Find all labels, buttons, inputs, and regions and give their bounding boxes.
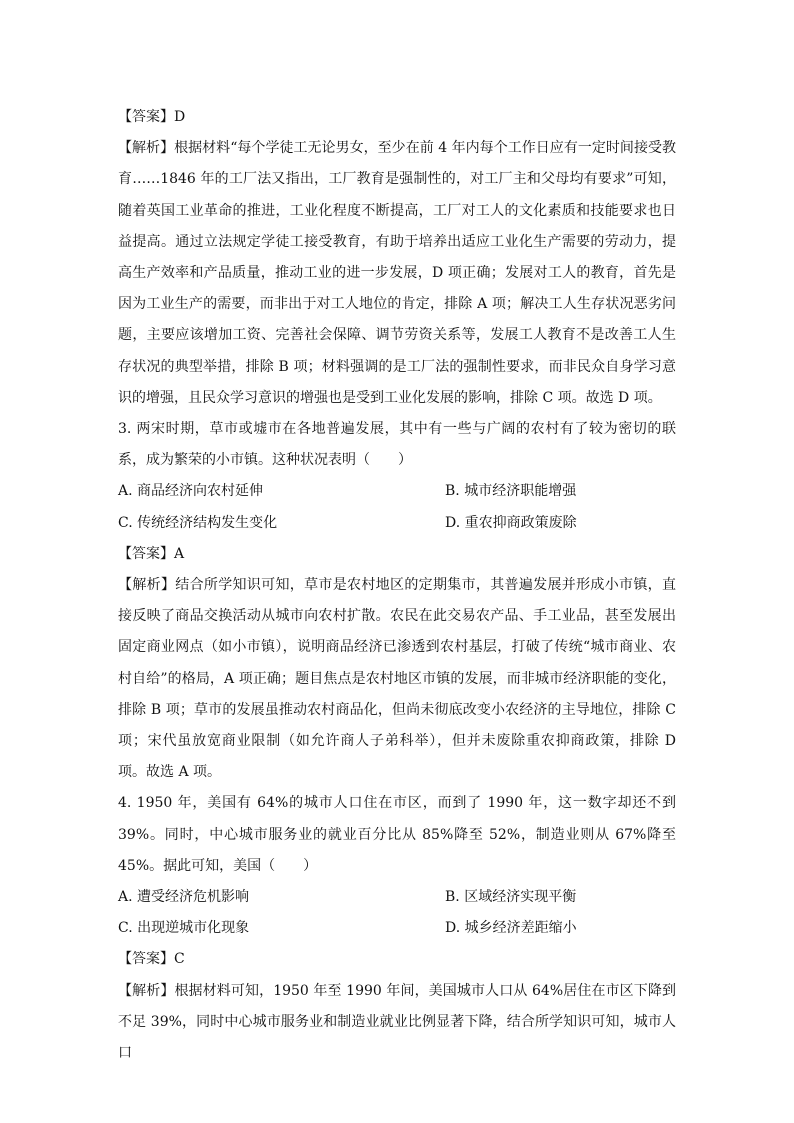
option-c: C. 传统经济结构发生变化: [118, 514, 278, 531]
explanation-tag: 【解析】: [118, 982, 175, 999]
document-body: [118, 102, 676, 1069]
option-a: A. 商品经济向农村延伸: [118, 483, 264, 500]
answer-tag: 【答案】: [118, 951, 174, 968]
option-c: C. 出现逆城市化现象: [118, 920, 250, 937]
explanation-text: 根据材料“每个学徒工无论男女，至少在前 4 年内每个工作日应有一定时间接受教育……1846 年的工厂法又指出，工厂教育是强制性的，对工厂主和父母均有要求”可知，随着英国工业革命的推进，工业化程度不断提高，工厂对工人的文化素质和技能要求也日益提高。通过立法规定学徒工接受教育，有助于培养出适应工业化生产需要的劳动力，提高生产效率和产品质量，推动工业的进一步发展，D 项正确；发展对工人的教育，首先是因为工业生产的需要，而非出于对工人地位的肯定，排除 A 项；解决工人生存状况恶劣问题，主要应该增加工资、完善社会保障、调节劳资关系等，发展工人教育不是改善工人生存状况的典型举措，排除 B 项；材料强调的是工厂法的强制性要求，而非民众自身学习意识的增强，且民众学习意识的增强也是受到工业化发展的影响，排除 C 项。故选 D 项。: [118, 140, 677, 406]
answer-4: [118, 944, 676, 975]
explanation-2: [118, 133, 676, 414]
question-4-options: [118, 882, 676, 944]
answer-value: D: [174, 109, 186, 125]
answer-tag: 【答案】: [118, 545, 174, 562]
question-3: 3. 两宋时期，草市或墟市在各地普遍发展，其中有一些与广阔的农村有了较为密切的联系，成为繁荣的小市镇。这种状况表明（ ）: [118, 421, 676, 469]
option-d: D. 重农抑商政策废除: [445, 514, 577, 531]
explanation-3: [118, 570, 676, 788]
explanation-text: 结合所学知识可知，草市是农村地区的定期集市，其普遍发展并形成小市镇，直接反映了商品交换活动从城市向农村扩散。农民在此交易农产品、手工业品，甚至发展出固定商业网点（如小市镇），说明商品经济已渗透到农村基层，打破了传统“城市商业、农村自给”的格局，A 项正确；题目焦点是农村地区市镇的发展，而非城市经济职能的变化，排除 B 项；草市的发展虽推动农村商品化，但尚未彻底改变小农经济的主导地位，排除 C 项；宋代虽放宽商业限制（如允许商人子弟科举），但并未废除重农抑商政策，排除 D 项。故选 A 项。: [118, 577, 677, 781]
answer-value: A: [174, 545, 185, 562]
question-3-options: [118, 476, 676, 538]
answer-tag: 【答案】: [118, 109, 174, 125]
option-a: A. 遭受经济危机影响: [118, 889, 250, 906]
answer-2: [118, 102, 676, 133]
explanation-tag: 【解析】: [118, 140, 175, 157]
explanation-text: 根据材料可知，1950 年至 1990 年间，美国城市人口从 64%居住在市区下降到不足 39%，同时中心城市服务业和制造业就业比例显著下降，结合所学知识可知，城市人口: [118, 982, 676, 1062]
explanation-4: [118, 976, 676, 1070]
option-d: D. 城乡经济差距缩小: [445, 920, 577, 937]
explanation-tag: 【解析】: [118, 577, 176, 594]
answer-3: [118, 539, 676, 570]
option-b: B. 区域经济实现平衡: [445, 889, 577, 906]
option-b: B. 城市经济职能增强: [445, 483, 577, 500]
question-4: 4. 1950 年，美国有 64%的城市人口住在市区，而到了 1990 年，这一数字却还不到 39%。同时，中心城市服务业的就业百分比从 85%降至 52%，制造业则从 67%降至 45%。据此可知，美国（ ）: [118, 795, 676, 874]
answer-value: C: [174, 951, 185, 968]
